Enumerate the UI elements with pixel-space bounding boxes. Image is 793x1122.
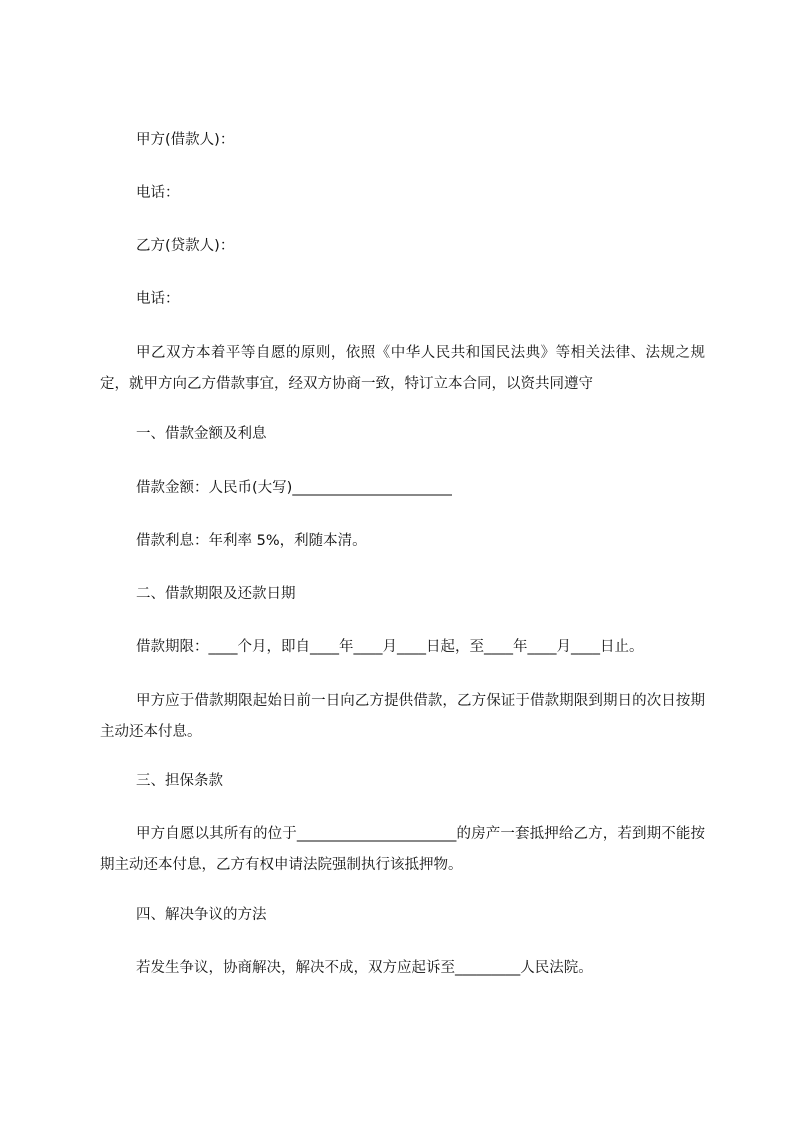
section-4-heading: 四、解决争议的方法 [136,907,267,923]
section-2-heading: 二、借款期限及还款日期 [136,586,296,602]
party-b-phone-label: 电话： [136,291,180,307]
loan-interest-line: 借款利息：年利率 5%，利随本清。 [136,533,367,549]
section-1-heading: 一、借款金额及利息 [136,426,267,442]
loan-amount-line: 借款金额：人民币(大写)______________________ [136,480,452,496]
party-a-phone-label: 电话： [136,185,180,201]
dispute-resolution-line: 若发生争议，协商解决，解决不成，双方应起诉至_________人民法院。 [136,960,593,976]
guarantee-paragraph: 甲方自愿以其所有的位于______________________的房产一套抵押给乙方，若到期不能按期主动还本付息，乙方有权申请法院强制执行该抵押物。 [100,826,705,873]
party-a-label: 甲方(借款人)： [136,132,235,148]
loan-term-line: 借款期限：____个月，即自____年____月____日起，至____年____月____日止。 [136,639,644,655]
section-3-heading: 三、担保条款 [136,773,223,789]
preamble-paragraph: 甲乙双方本着平等自愿的原则，依照《中华人民共和国民法典》等相关法律、法规之规定，就甲方向乙方借款事宜，经双方协商一致，特订立本合同，以资共同遵守 [100,345,705,392]
party-b-label: 乙方(贷款人)： [136,238,235,254]
repayment-paragraph: 甲方应于借款期限起始日前一日向乙方提供借款，乙方保证于借款期限到期日的次日按期主动还本付息。 [100,693,705,740]
